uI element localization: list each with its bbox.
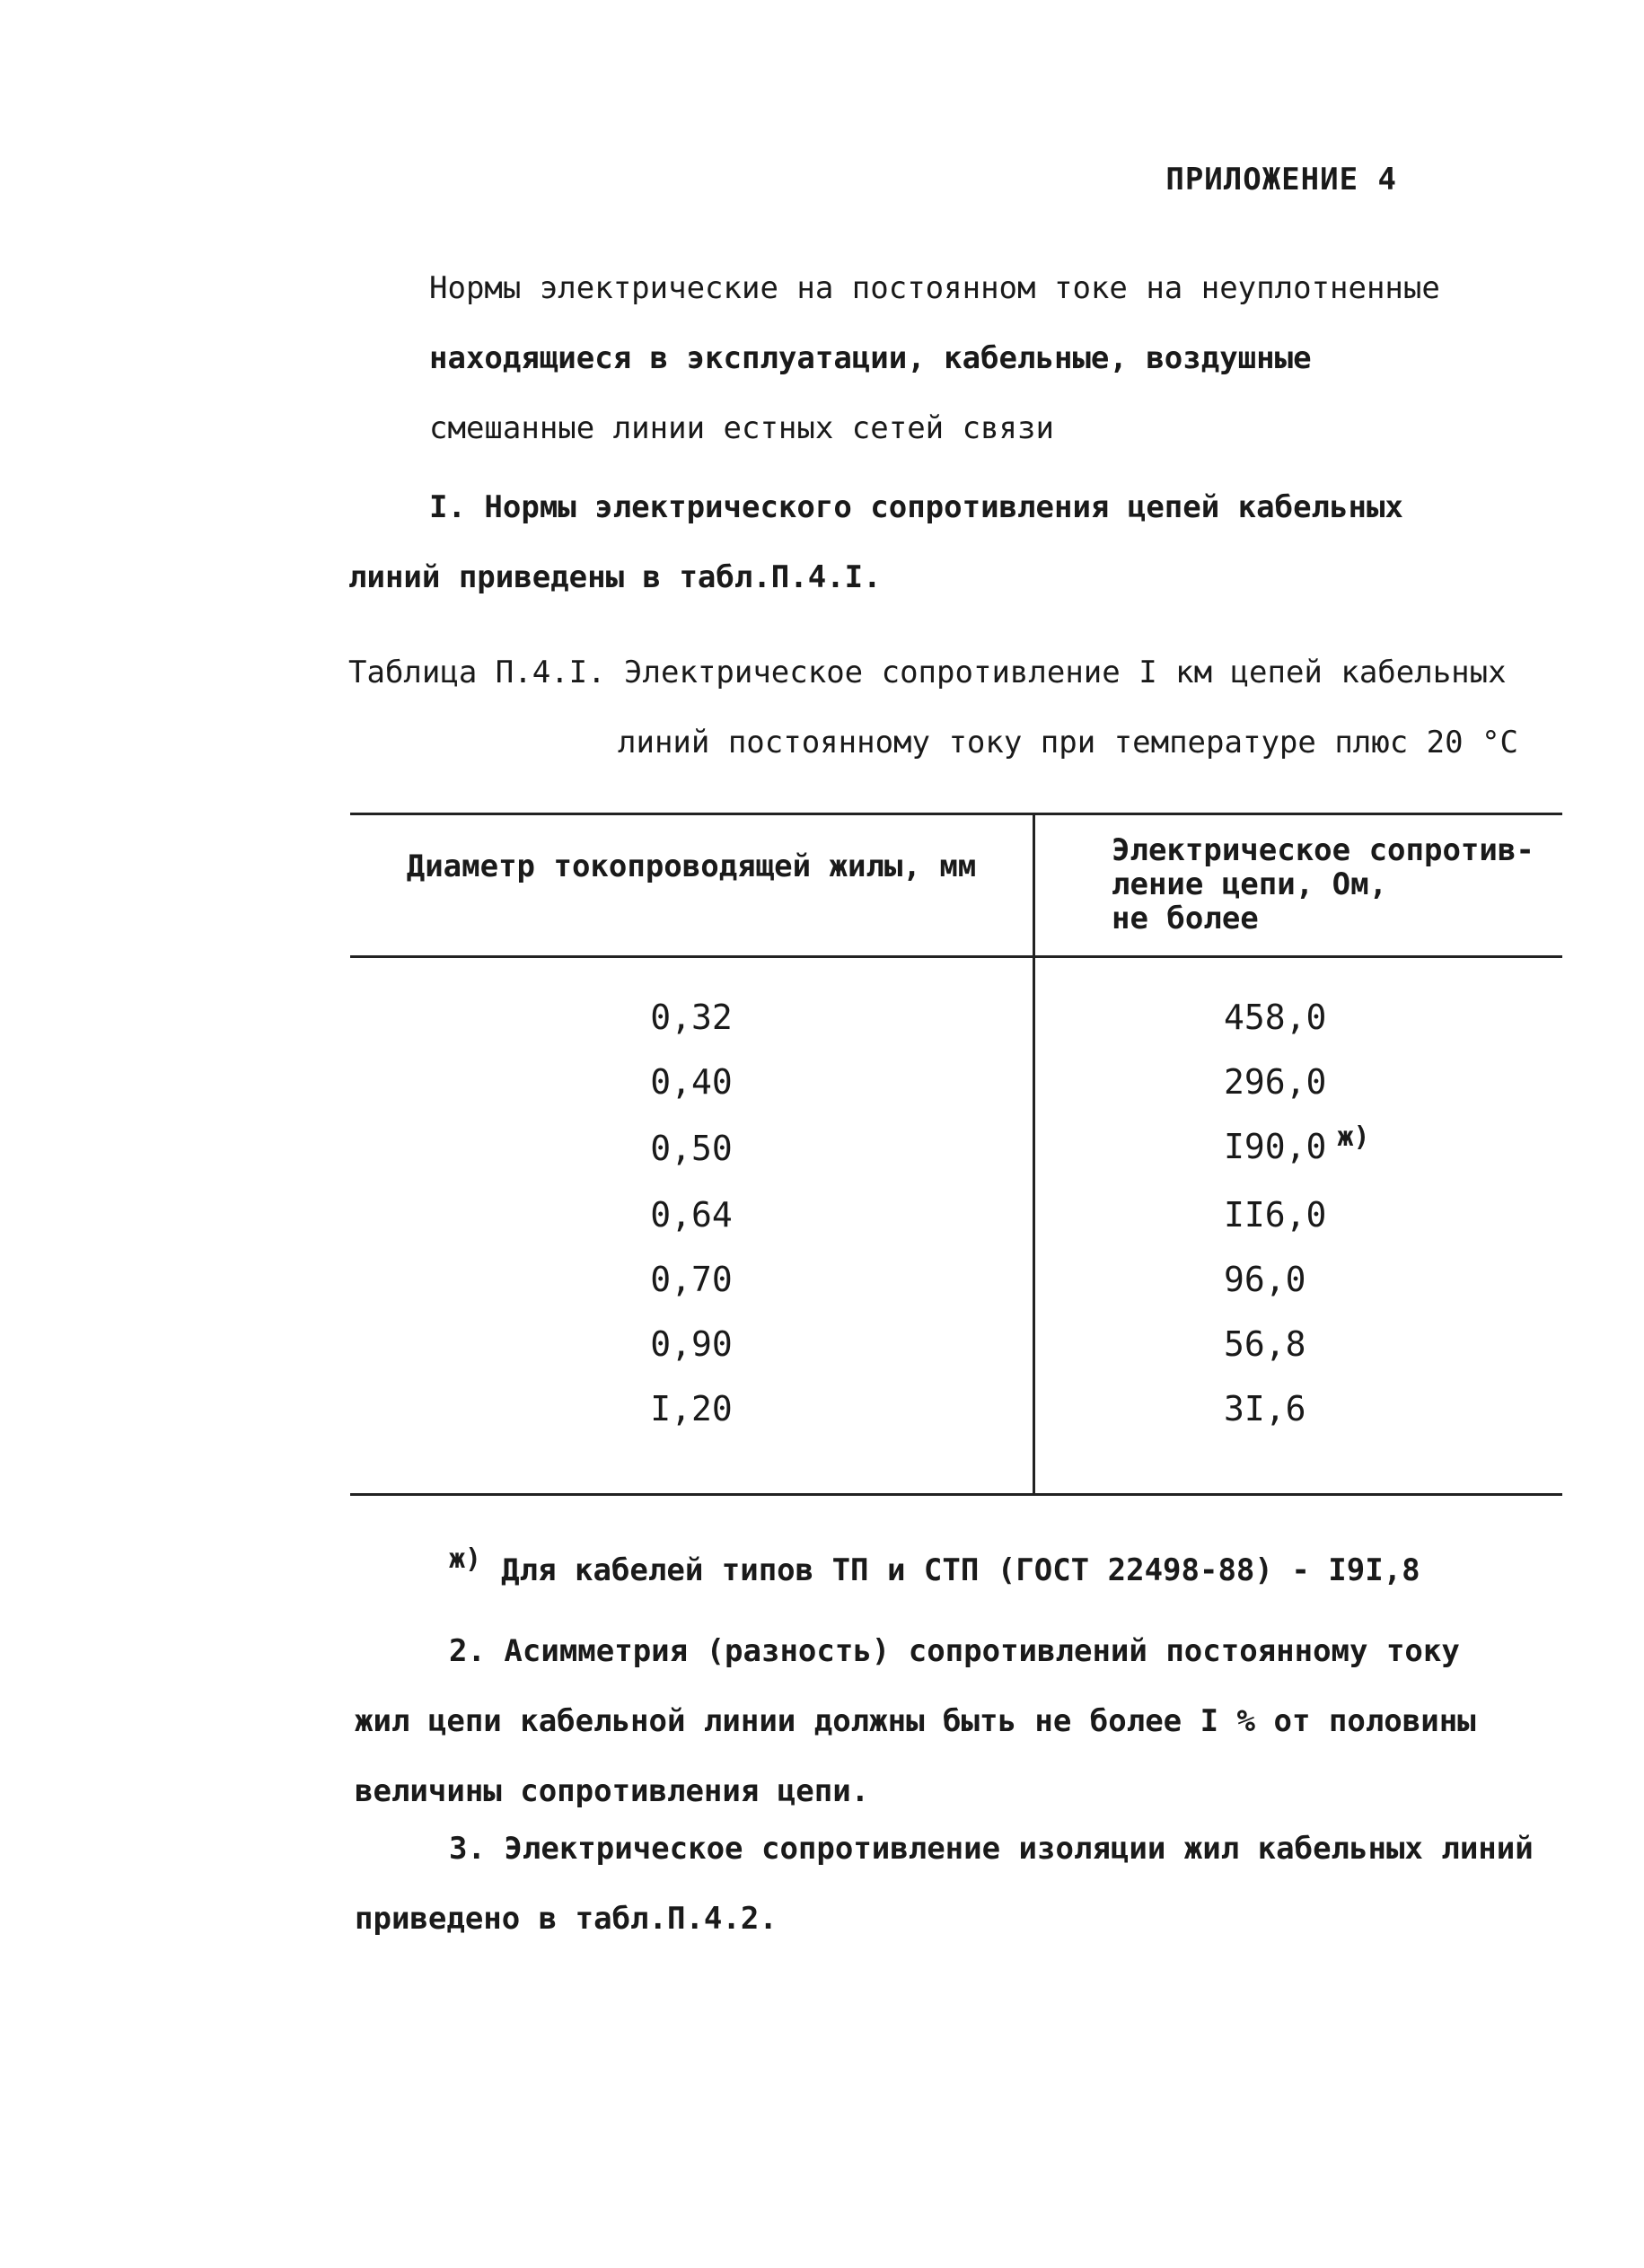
footnote-mark: ж) (449, 1543, 482, 1575)
section-3-paragraph (355, 1814, 1534, 1954)
footnote-text: Для кабелей типов ТП и СТП (ГОСТ 22498-88) - I9I,8 (501, 1552, 1420, 1588)
cell-resistance: 458,0 (1224, 998, 1327, 1037)
table-row (350, 1247, 1562, 1312)
table-row (350, 1114, 1562, 1182)
cell-diameter: 0,70 (350, 1247, 1034, 1312)
cell-diameter: 0,50 (350, 1114, 1034, 1182)
section-1-line-1: I. Нормы электрического сопротивления цепей кабельных (429, 489, 1403, 525)
section-2-line-1: 2. Асимметрия (разность) сопротивлений постоянному току (449, 1633, 1460, 1669)
section-3-line-1: 3. Электрическое сопротивление изоляции жил кабельных линий (449, 1831, 1534, 1867)
table-caption-line-1: Таблица П.4.I. Электрическое сопротивление I км цепей кабельных (348, 655, 1507, 690)
header-resistance (1034, 814, 1563, 957)
table-footnote (449, 1535, 1420, 1607)
header-resistance-line-2: ление цепи, Ом, (1112, 866, 1388, 902)
section-2-paragraph (355, 1616, 1476, 1826)
header-diameter: Диаметр токопроводящей жилы, мм (350, 814, 1034, 957)
table-row (350, 1312, 1562, 1376)
cell-resistance: 56,8 (1224, 1324, 1306, 1364)
document-title (429, 253, 1525, 463)
cell-diameter: 0,40 (350, 1050, 1034, 1114)
section-3-line-2: приведено в табл.П.4.2. (355, 1901, 778, 1937)
cell-diameter: 0,90 (350, 1312, 1034, 1376)
header-resistance-line-3: не более (1112, 901, 1259, 936)
cell-resistance: 96,0 (1224, 1260, 1306, 1299)
cell-resistance (1034, 1114, 1563, 1182)
cell-diameter: 0,32 (350, 957, 1034, 1050)
table-header-row (350, 814, 1562, 957)
table-row (350, 1376, 1562, 1495)
cell-resistance: 296,0 (1224, 1062, 1327, 1102)
section-2-line-2: жил цепи кабельной линии должны быть не более I % от половины (355, 1703, 1476, 1739)
table-caption (348, 637, 1518, 778)
table-row (350, 1182, 1562, 1247)
cell-resistance-value: I90,0 (1224, 1127, 1327, 1166)
section-2-line-3: величины сопротивления цепи. (355, 1773, 870, 1809)
resistance-table (350, 813, 1562, 1496)
title-line-2: находящиеся в эксплуатации, кабельные, воздушные (429, 340, 1312, 376)
table-row (350, 1050, 1562, 1114)
cell-resistance: 3I,6 (1034, 1376, 1563, 1495)
appendix-label: ПРИЛОЖЕНИЕ 4 (1165, 162, 1397, 198)
table-caption-line-2: линий постоянному току при температуре плюс 20 °С (618, 725, 1519, 760)
table-row (350, 957, 1562, 1050)
footnote-reference-mark: ж) (1337, 1121, 1370, 1153)
section-1-line-2: линий приведены в табл.П.4.I. (348, 559, 882, 595)
title-line-3: смешанные линии естных сетей связи (429, 410, 1054, 446)
cell-resistance: II6,0 (1224, 1195, 1327, 1235)
section-1-paragraph (348, 472, 1516, 612)
header-resistance-line-1: Электрическое сопротив- (1112, 832, 1534, 868)
cell-diameter: I,20 (350, 1376, 1034, 1495)
cell-diameter: 0,64 (350, 1182, 1034, 1247)
title-line-1: Нормы электрические на постоянном токе на неуплотненные (429, 270, 1440, 306)
